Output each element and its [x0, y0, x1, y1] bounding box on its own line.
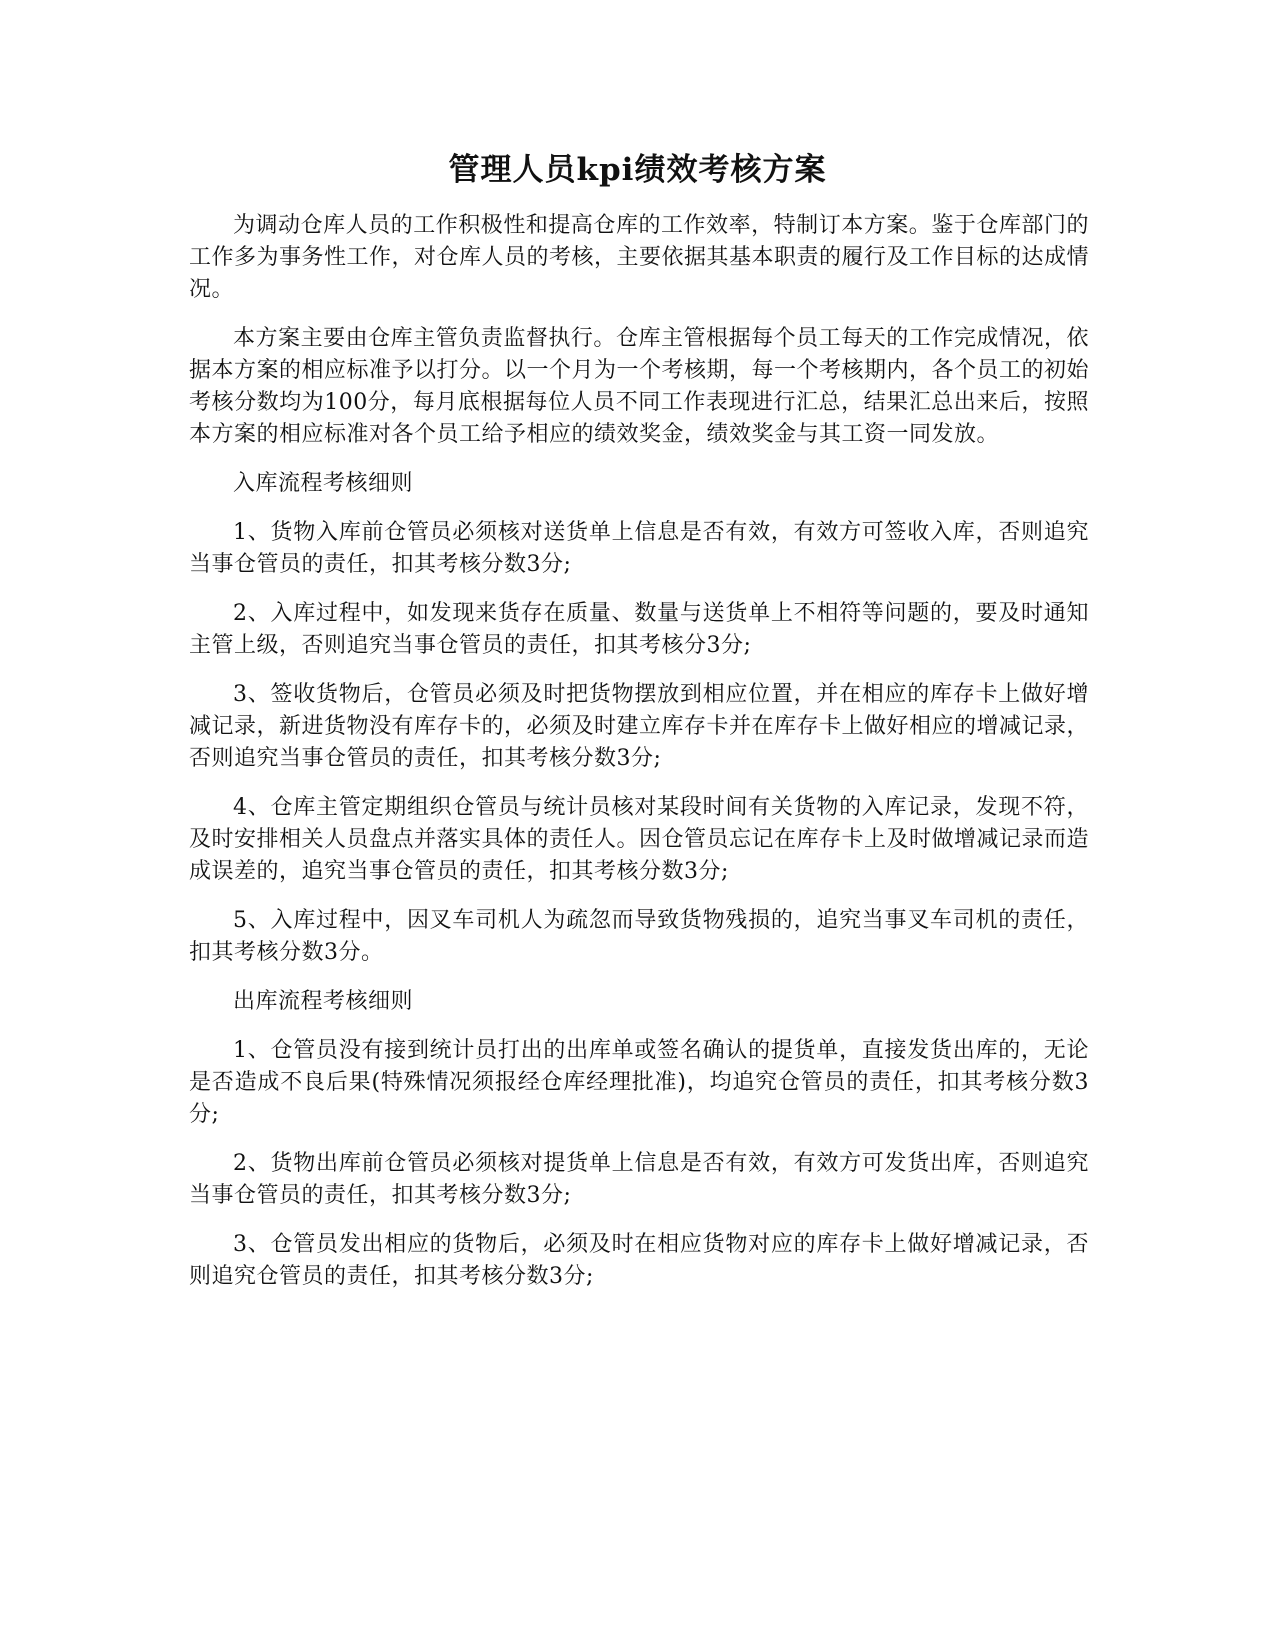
- inbound-rule-3: 3、签收货物后，仓管员必须及时把货物摆放到相应位置，并在相应的库存卡上做好增减记录，新进货物没有库存卡的，必须及时建立库存卡并在库存卡上做好相应的增减记录，否则追究当事仓管员的责任，扣其考核分数3分;: [189, 682, 1090, 771]
- outbound-section-heading: 出库流程考核细则: [233, 989, 414, 1014]
- outbound-rule-2: 2、货物出库前仓管员必须核对提货单上信息是否有效，有效方可发货出库，否则追究当事仓管员的责任，扣其考核分数3分;: [189, 1151, 1089, 1208]
- inbound-rule-1: 1、货物入库前仓管员必须核对送货单上信息是否有效，有效方可签收入库，否则追究当事仓管员的责任，扣其考核分数3分;: [189, 520, 1089, 577]
- document-title: 管理人员kpi绩效考核方案: [448, 152, 827, 188]
- outbound-rule-1: 1、仓管员没有接到统计员打出的出库单或签名确认的提货单，直接发货出库的，无论是否造成不良后果(特殊情况须报经仓库经理批准)，均追究仓管员的责任，扣其考核分数3分;: [189, 1038, 1089, 1127]
- inbound-rule-2: 2、入库过程中，如发现来货存在质量、数量与送货单上不相符等问题的，要及时通知主管上级，否则追究当事仓管员的责任，扣其考核分3分;: [189, 601, 1089, 658]
- inbound-rule-4: 4、仓库主管定期组织仓管员与统计员核对某段时间有关货物的入库记录，发现不符，及时安排相关人员盘点并落实具体的责任人。因仓管员忘记在库存卡上及时做增减记录而造成误差的，追究当事仓管员的责任，扣其考核分数3分;: [189, 795, 1090, 884]
- document-body: [189, 210, 1089, 1310]
- intro-paragraph-1: 为调动仓库人员的工作积极性和提高仓库的工作效率，特制订本方案。鉴于仓库部门的工作多为事务性工作，对仓库人员的考核，主要依据其基本职责的履行及工作目标的达成情况。: [189, 213, 1090, 302]
- outbound-rule-3: 3、仓管员发出相应的货物后，必须及时在相应货物对应的库存卡上做好增减记录，否则追究仓管员的责任，扣其考核分数3分;: [189, 1232, 1089, 1289]
- inbound-rule-5: 5、入库过程中，因叉车司机人为疏忽而导致货物残损的，追究当事叉车司机的责任，扣其考核分数3分。: [189, 908, 1089, 965]
- intro-paragraph-2: 本方案主要由仓库主管负责监督执行。仓库主管根据每个员工每天的工作完成情况，依据本方案的相应标准予以打分。以一个月为一个考核期，每一个考核期内，各个员工的初始考核分数均为100分，每月底根据每位人员不同工作表现进行汇总，结果汇总出来后，按照本方案的相应标准对各个员工给予相应的绩效奖金，绩效奖金与其工资一同发放。: [189, 326, 1090, 447]
- inbound-section-heading: 入库流程考核细则: [233, 471, 414, 496]
